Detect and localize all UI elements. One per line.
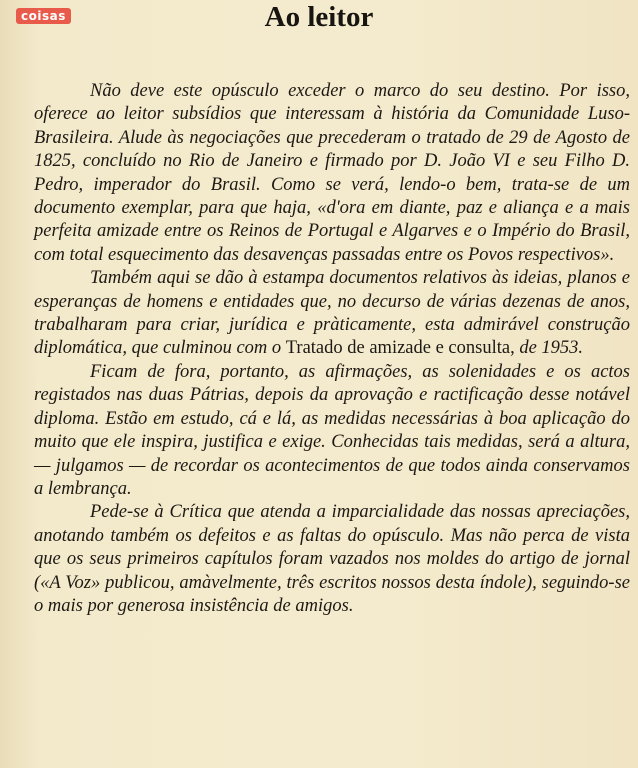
treaty-name: Tratado de amizade e consulta, [285, 338, 515, 359]
paragraph-4: Pede-se à Crítica que atenda a imparcialidade das nossas apreciações, anotando também os defeitos e as faltas do opúsculo. Mas não perca de vista que os seus primeiros capítulos foram vazados nos moldes do artigo de jornal («A Voz» publicou, amàvelmente, três escritos nossos desta índole), seguindo-se o mais por generosa insistência de amigos. [34, 502, 630, 616]
page-title: Ao leitor [264, 1, 374, 33]
paragraph-2 [34, 267, 630, 361]
paragraph-2-start: Também aqui se dão à estampa documentos relativos às ideias, planos e esperanças de homens e entidades que, no decurso de várias dezenas de anos, trabalharam para criar, jurídica e pràticamente, esta admirável construção diplomática, que culminou com o [34, 268, 630, 359]
paragraph-1: Não deve este opúsculo exceder o marco do seu destino. Por isso, oferece ao leitor subsídios que interessam à história da Comunidade Luso-Brasileira. Alude às negociações que precederam o tratado de 29 de Agosto de 1825, concluído no Rio de Janeiro e firmado por D. João VI e seu Filho D. Pedro, imperador do Brasil. Como se verá, lendo-o bem, trata-se de um documento exemplar, para que haja, «d'ora em diante, paz e aliança e a mais perfeita amizade entre os Reinos de Portugal e Algarves e o Império do Brasil, com total esquecimento das desavenças passadas entre os Povos respectivos». [34, 81, 630, 265]
paragraph-2-end: de 1953. [519, 338, 584, 359]
body-text [34, 80, 630, 618]
watermark-logo: coisas [16, 8, 71, 24]
paragraph-3: Ficam de fora, portanto, as afirmações, as solenidades e os actos registados nas duas Pátrias, depois da aprovação e ractificação desse notável diploma. Estão em estudo, cá e lá, as medidas necessárias à boa aplicação do muito que ele inspira, justifica e exige. Conhecidas tais medidas, será a altura, — julgamos — de recordar os acontecimentos de que todos ainda conservamos a lembrança. [34, 361, 630, 499]
